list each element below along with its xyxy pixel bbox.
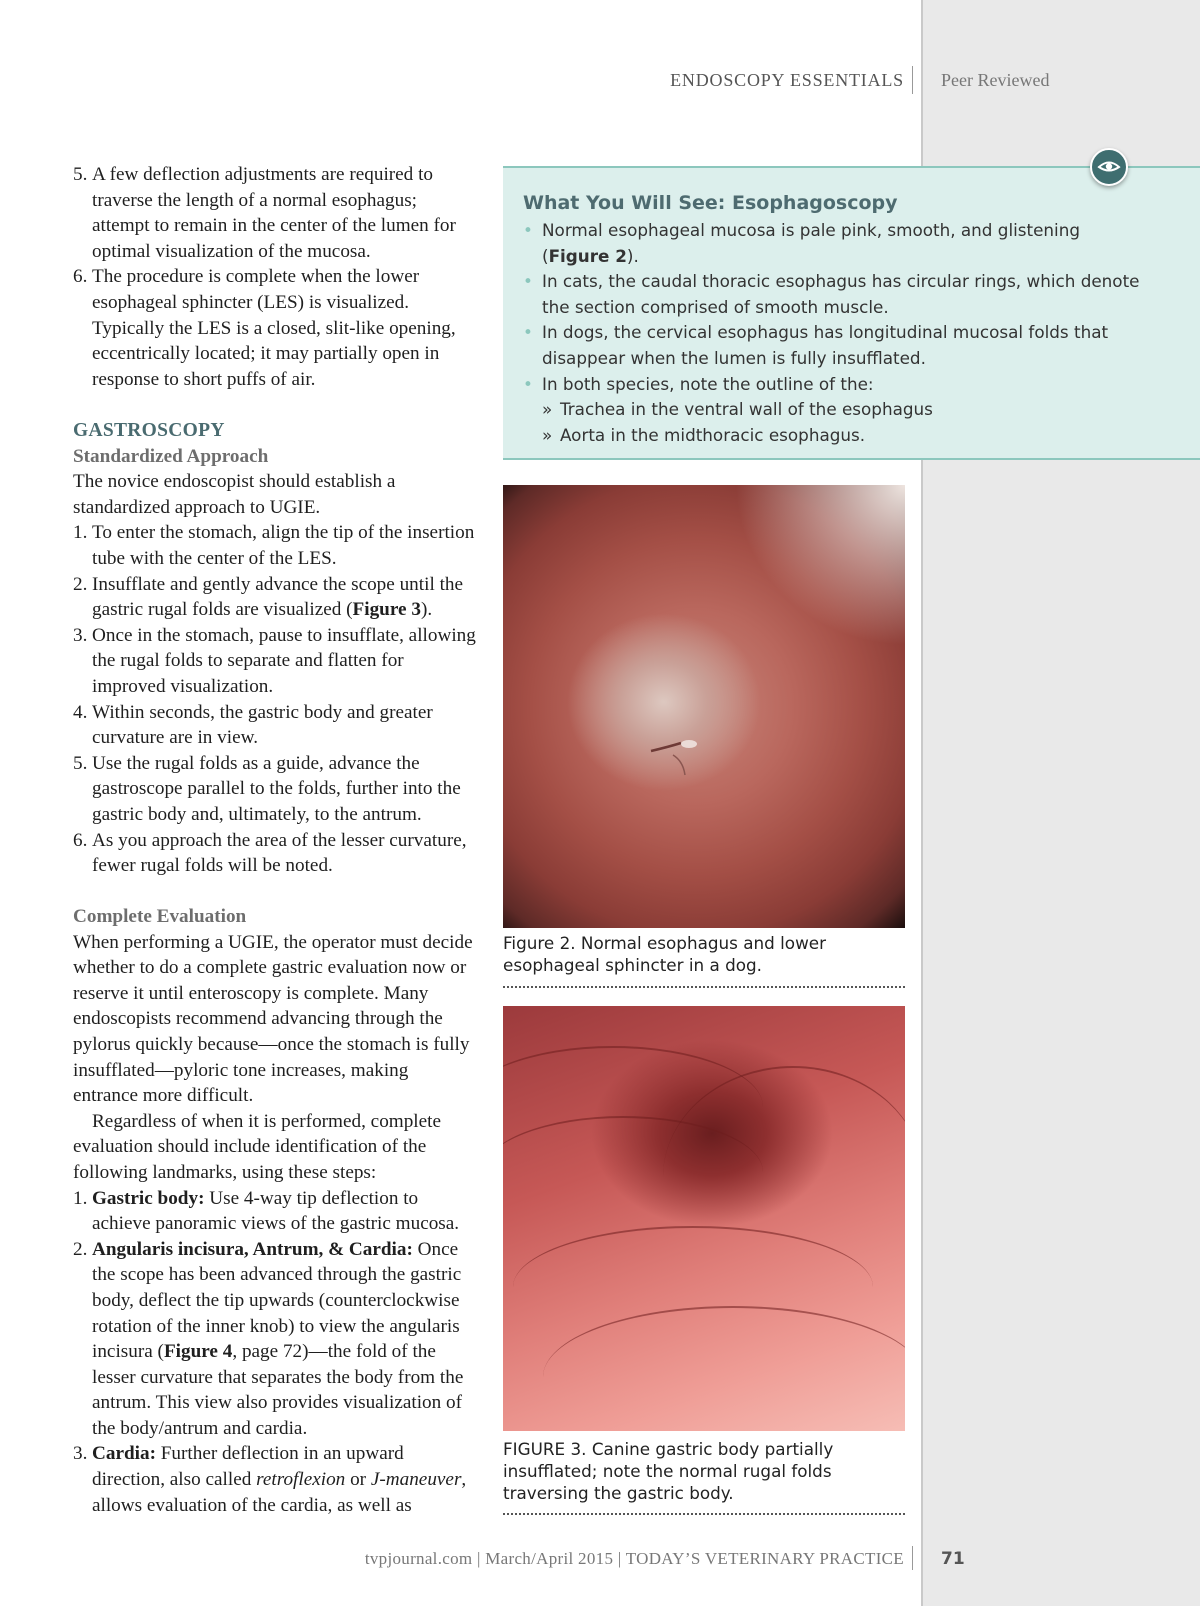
figure-2-caption: Figure 2. Normal esophagus and lower esophageal sphincter in a dog. xyxy=(503,933,827,975)
box-bullet-list xyxy=(523,218,1143,448)
page-footer: tvpjournal.com | March/April 2015 | TODAY’S VETERINARY PRACTICE xyxy=(364,1549,904,1568)
esophagoscopy-steps-continued xyxy=(73,162,478,392)
list-item: 4. Within seconds, the gastric body and greater curvature are in view. xyxy=(73,701,433,749)
list-item: 5. A few deflection adjustments are required to traverse the length of a normal esophagus; attempt to remain in the center of the lumen for optimal visualization of the mucosa. xyxy=(73,164,456,262)
chevron-right-icon: » xyxy=(542,399,553,420)
sphincter-slit xyxy=(503,485,905,928)
complete-evaluation-section xyxy=(73,904,478,1518)
list-item: • In dogs, the cervical esophagus has longitudinal mucosal folds that disappear when the lumen is fully insufflated. xyxy=(523,322,1109,368)
header-divider xyxy=(912,66,913,94)
figure-3-gastric-body-image xyxy=(503,1006,905,1431)
subheading: Complete Evaluation xyxy=(73,906,247,927)
list-item: 1. Gastric body: Use 4-way tip deflection to achieve panoramic views of the gastric mucosa. xyxy=(73,1187,460,1235)
list-item: 2. Insufflate and gently advance the scope until the gastric rugal folds are visualized (Figure 3). xyxy=(73,573,464,621)
list-item: • Normal esophageal mucosa is pale pink, smooth, and glistening (Figure 2). xyxy=(523,220,1081,266)
eye-icon xyxy=(1090,148,1128,186)
gastroscopy-section xyxy=(73,418,478,879)
section-header: ENDOSCOPY ESSENTIALS xyxy=(670,70,904,90)
sub-list-item: » Aorta in the midthoracic esophagus. xyxy=(523,423,1143,449)
bullet-icon: • xyxy=(523,220,533,240)
what-you-will-see-box xyxy=(503,166,1200,460)
bullet-icon: • xyxy=(523,373,533,394)
paragraph: Regardless of when it is performed, complete evaluation should include identification of the following landmarks, using these steps: xyxy=(73,1110,442,1183)
paragraph: The novice endoscopist should establish a standardized approach to UGIE. xyxy=(73,471,396,518)
bullet-icon: • xyxy=(523,271,533,292)
peer-reviewed-label: Peer Reviewed xyxy=(941,70,1050,90)
chevron-right-icon: » xyxy=(542,424,553,445)
section-heading: GASTROSCOPY xyxy=(73,420,225,441)
box-title: What You Will See: Esophagoscopy xyxy=(523,192,898,214)
list-item: • In cats, the caudal thoracic esophagus has circular rings, which denote the section comprised of smooth muscle. xyxy=(523,271,1140,317)
caption-divider xyxy=(503,1513,905,1515)
figure-3-caption: FIGURE 3. Canine gastric body partially insufflated; note the normal rugal folds traversing the gastric body. xyxy=(503,1439,834,1503)
list-item: 2. Angularis incisura, Antrum, & Cardia: Once the scope has been advanced through the gastric body, deflect the tip upwards (counterclockwise rotation of the inner knob) to view the angularis incisura (Figure 4, page 72)—the fold of the lesser curvature that separates the body from the antrum. This view also provides visualization of the body/antrum and cardia. xyxy=(73,1238,464,1439)
list-item: 3. Once in the stomach, pause to insufflate, allowing the rugal folds to separate and flatten for improved visualization. xyxy=(73,624,476,697)
eye-icon-glyph xyxy=(1092,150,1126,184)
rugal-fold xyxy=(663,1066,905,1288)
list-item: 5. Use the rugal folds as a guide, advance the gastroscope parallel to the folds, further into the gastric body and, ultimately, to the antrum. xyxy=(73,752,461,825)
page-number: 71 xyxy=(941,1549,965,1569)
list-item: 6. As you approach the area of the lesser curvature, fewer rugal folds will be noted. xyxy=(73,829,467,877)
caption-divider xyxy=(503,986,905,988)
list-item: 3. Cardia: Further deflection in an upward direction, also called retroflexion or J-maneuver, allows evaluation of the cardia, as well as xyxy=(73,1443,467,1516)
list-item: 1. To enter the stomach, align the tip of the insertion tube with the center of the LES. xyxy=(73,522,475,569)
footer-divider xyxy=(912,1546,913,1570)
sub-list-item: » Trachea in the ventral wall of the esophagus xyxy=(523,397,1143,423)
list-item: • In both species, note the outline of the: xyxy=(523,372,1143,398)
bullet-icon: • xyxy=(523,322,533,343)
paragraph: When performing a UGIE, the operator must decide whether to do a complete gastric evaluation now or reserve it until enteroscopy is complete. Many endoscopists recommend advancing through the pylorus quickly because—once the stomach is fully insufflated—pyloric tone increases, making entrance more difficult. xyxy=(73,931,473,1107)
subheading: Standardized Approach xyxy=(73,445,269,467)
figure-2-esophagus-image xyxy=(503,485,905,928)
list-item: 6. The procedure is complete when the lower esophageal sphincter (LES) is visualized. Typically the LES is a closed, slit-like opening, eccentrically located; it may partially open in response to short puffs of air. xyxy=(73,266,456,390)
